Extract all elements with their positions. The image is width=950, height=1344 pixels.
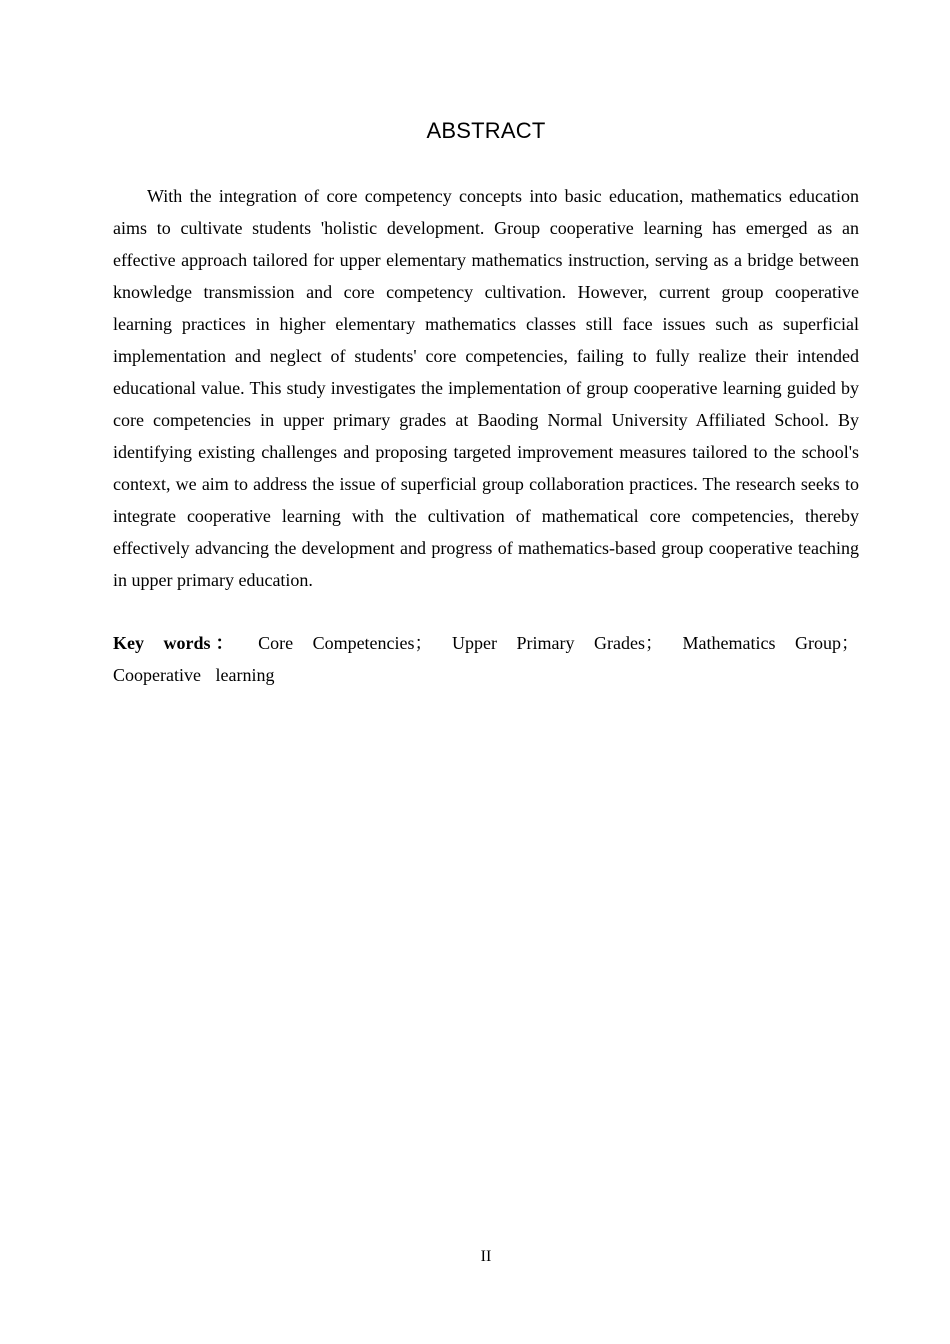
- abstract-title: ABSTRACT: [426, 118, 546, 143]
- keywords-label: Key words: [113, 633, 211, 653]
- keywords-label-separator: ：: [210, 633, 239, 653]
- keywords-line: [113, 627, 859, 691]
- page-number: II: [480, 1248, 492, 1265]
- abstract-body: With the integration of core competency concepts into basic education, mathematics education aims to cultivate students 'holistic development. Group cooperative learning has emerged as an effective approach tailored for upper elementary mathematics instruction, serving as a bridge between knowledge transmission and core competency cultivation. However, current group cooperative learning practices in higher elementary mathematics classes still face issues such as superficial implementation and neglect of students' core competencies, failing to fully realize their intended educational value. This study investigates the implementation of group cooperative learning guided by core competencies in upper primary grades at Baoding Normal University Affiliated School. By identifying existing challenges and proposing targeted improvement measures tailored to the school's context, we aim to address the issue of superficial group collaboration practices. The research seeks to integrate cooperative learning with the cultivation of mathematical core competencies, thereby effectively advancing the development and progress of mathematics-based group cooperative teaching in upper primary education.: [113, 186, 859, 590]
- keywords-text: Core Competencies； Upper Primary Grades； Mathematics Group； Cooperative learning: [113, 633, 860, 685]
